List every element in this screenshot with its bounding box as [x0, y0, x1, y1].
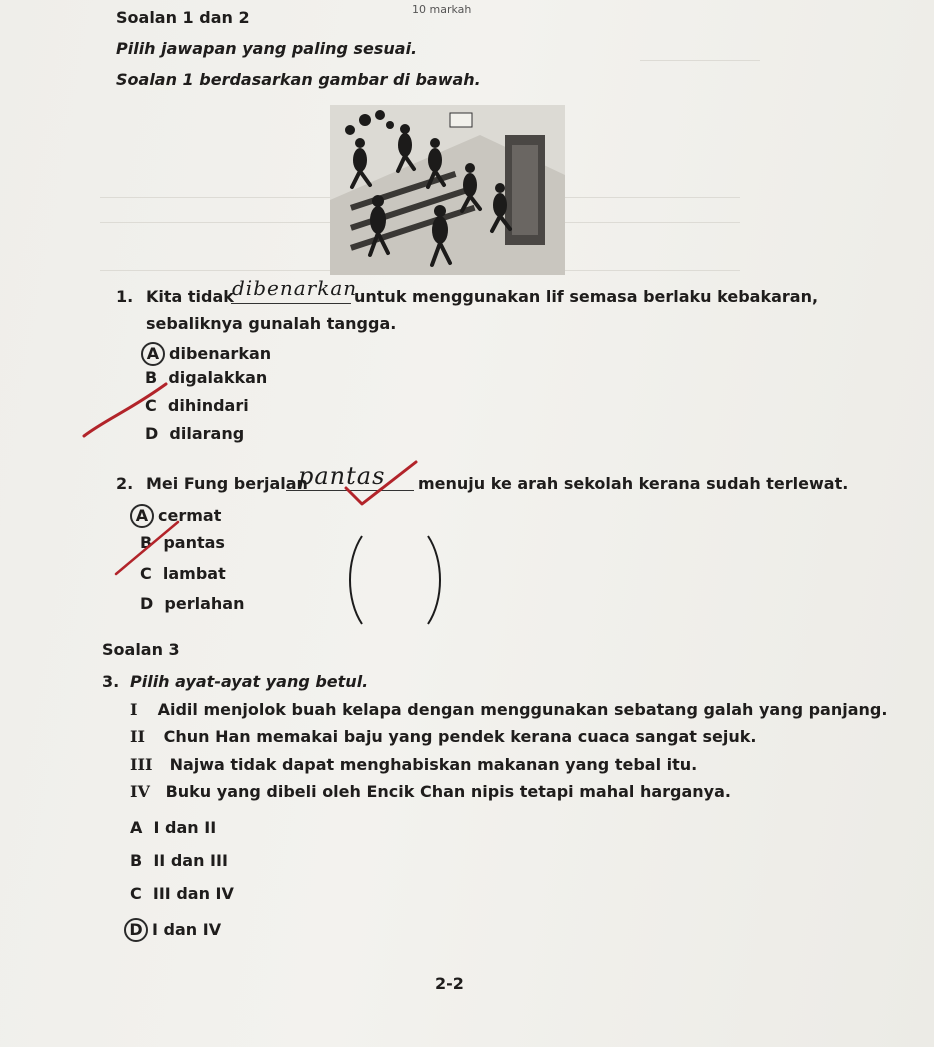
q2-handwritten-answer: pantas	[298, 462, 386, 490]
q2-option-a-text: cermat	[158, 506, 222, 525]
q3-statement-2	[130, 729, 756, 745]
q2-option-d-text: perlahan	[164, 594, 245, 613]
section-title: Soalan 1 dan 2	[116, 8, 250, 27]
q1-option-b-text: digalakkan	[168, 368, 268, 387]
q2-red-tick-mark	[340, 458, 420, 508]
answer-brackets-mark	[340, 530, 450, 630]
q1-option-a[interactable]	[145, 342, 271, 366]
fire-evacuation-illustration	[330, 105, 565, 275]
q3-option-d-letter: D	[124, 918, 148, 942]
q3-section-title: Soalan 3	[102, 640, 180, 659]
q2-option-c-letter: C	[140, 564, 152, 583]
q3-statement-2-text: Chun Han memakai baju yang pendek kerana cuaca sangat sejuk.	[163, 727, 757, 746]
q1-stem-line2: sebaliknya gunalah tangga.	[146, 314, 397, 333]
page-number: 2-2	[435, 974, 464, 993]
q1-option-d-letter: D	[145, 424, 159, 443]
q3-option-b-letter: B	[130, 851, 143, 870]
q3-option-c-letter: C	[130, 884, 142, 903]
q3-option-b-text: II dan III	[153, 851, 228, 870]
q3-option-a-letter: A	[130, 818, 143, 837]
marks-note: 10 markah	[412, 3, 472, 16]
q3-number: 3.	[102, 672, 120, 691]
q3-statement-4-text: Buku yang dibeli oleh Encik Chan nipis tetapi mahal harganya.	[165, 782, 731, 801]
show-through-line	[640, 60, 760, 61]
q1-stem-start: Kita tidak	[146, 287, 234, 306]
q1-option-a-text: dibenarkan	[169, 344, 272, 363]
q3-option-d[interactable]	[128, 918, 221, 942]
q3-statement-3	[130, 757, 697, 773]
q1-answer-blank	[231, 303, 351, 304]
q2-option-a-letter: A	[130, 504, 154, 528]
q2-option-d-letter: D	[140, 594, 154, 613]
q1-number: 1.	[116, 287, 134, 306]
q3-statement-2-numeral: II	[130, 727, 145, 746]
q3-option-a-text: I dan II	[153, 818, 217, 837]
q2-option-c-text: lambat	[162, 564, 226, 583]
q2-option-b-letter: B	[140, 533, 153, 552]
q1-option-b-letter: B	[145, 368, 158, 387]
q1-stem-end: untuk menggunakan lif semasa berlaku kebakaran,	[354, 287, 819, 306]
q3-stem: Pilih ayat-ayat yang betul.	[130, 672, 369, 691]
q3-option-c-text: III dan IV	[152, 884, 234, 903]
q3-option-a[interactable]	[130, 820, 216, 836]
q3-statement-3-numeral: III	[130, 755, 153, 774]
q2-option-d[interactable]	[140, 596, 244, 612]
q3-statement-1-text: Aidil menjolok buah kelapa dengan menggunakan sebatang galah yang panjang.	[157, 700, 888, 719]
q2-stem-end: menuju ke arah sekolah kerana sudah terlewat.	[418, 474, 849, 493]
q3-statement-3-text: Najwa tidak dapat menghabiskan makanan yang tebal itu.	[169, 755, 698, 774]
q2-red-strike-mark	[112, 518, 182, 578]
q3-option-d-text: I dan IV	[152, 920, 222, 939]
q1-option-d-text: dilarang	[169, 424, 245, 443]
q1-handwritten-answer: dibenarkan	[232, 276, 358, 300]
q3-option-b[interactable]	[130, 853, 228, 869]
q2-number: 2.	[116, 474, 134, 493]
q1-option-a-letter: A	[141, 342, 165, 366]
q3-option-c[interactable]	[130, 886, 234, 902]
q2-stem-start: Mei Fung berjalan	[146, 474, 308, 493]
q3-statement-4	[130, 784, 731, 800]
q1-option-c-letter: C	[145, 396, 157, 415]
picture-note: Soalan 1 berdasarkan gambar di bawah.	[116, 70, 481, 89]
q3-statement-1	[130, 702, 887, 718]
q2-option-b-text: pantas	[163, 533, 225, 552]
instruction: Pilih jawapan yang paling sesuai.	[116, 39, 418, 58]
q1-option-c-text: dihindari	[167, 396, 249, 415]
q3-statement-1-numeral: I	[130, 700, 138, 719]
q1-red-tick-mark	[80, 380, 170, 440]
q3-statement-4-numeral: IV	[130, 782, 150, 801]
